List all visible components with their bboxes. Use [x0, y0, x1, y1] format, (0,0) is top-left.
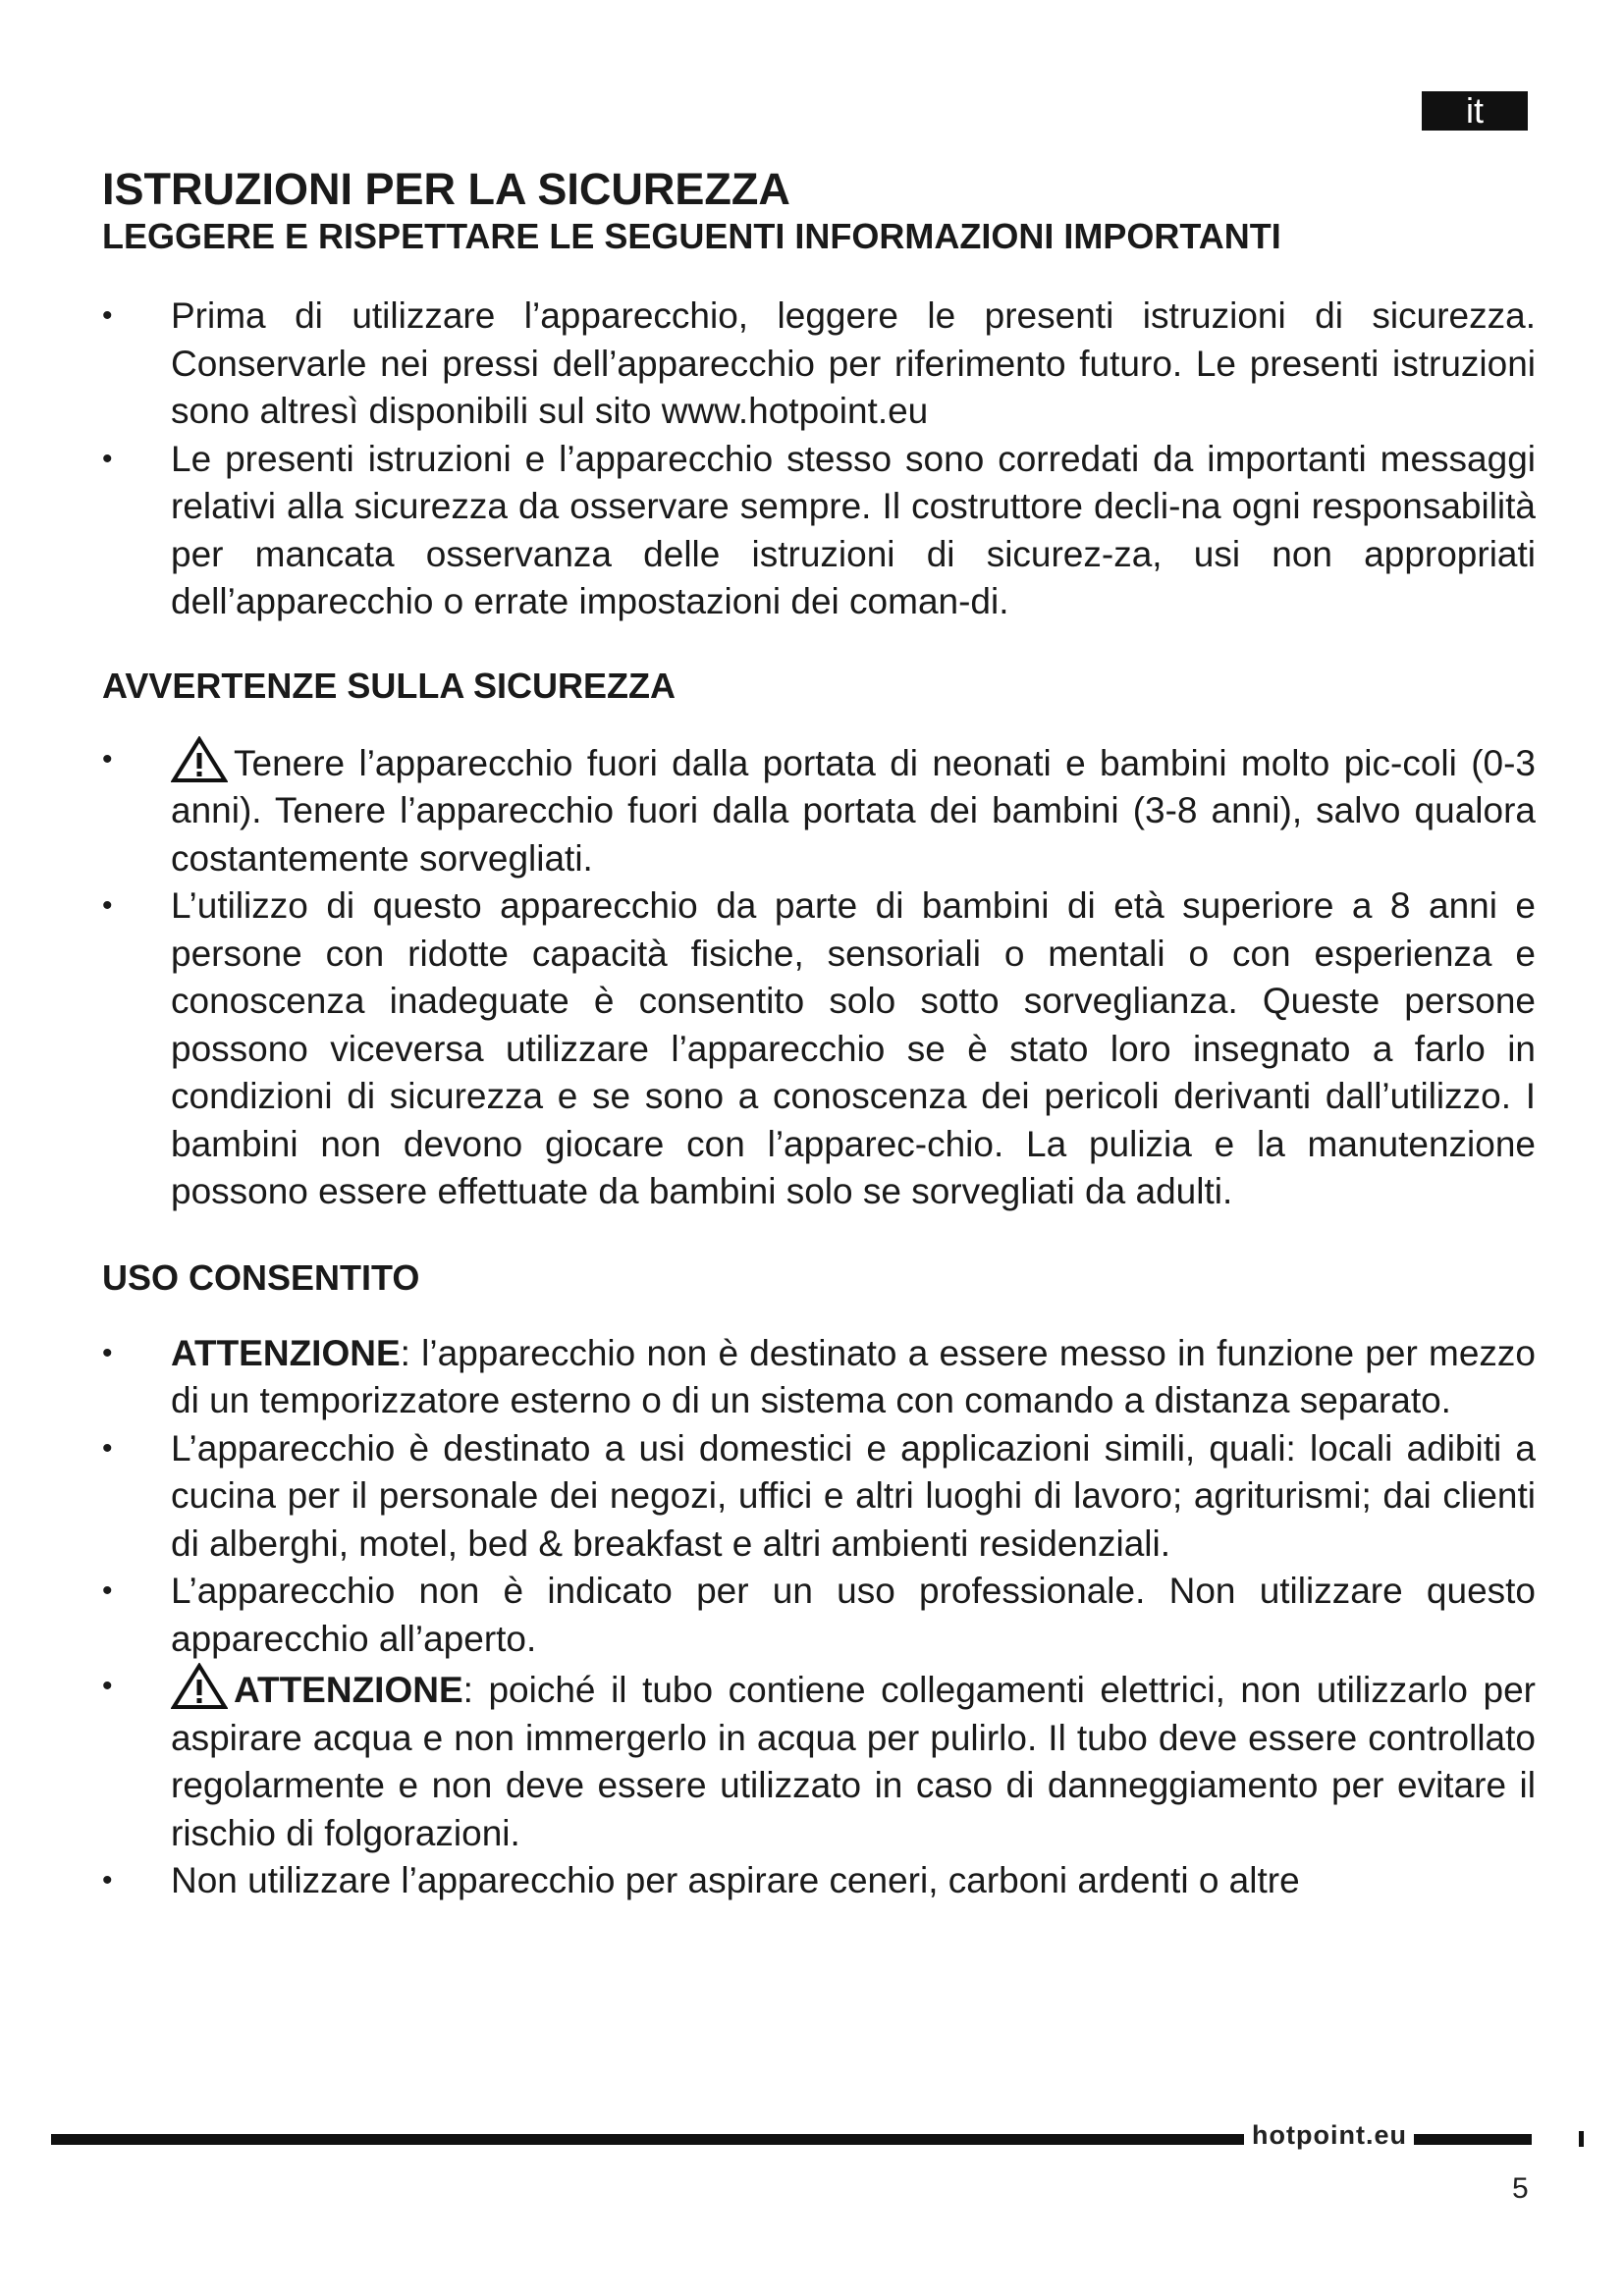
attention-label: ATTENZIONE	[171, 1332, 401, 1373]
intro-list	[102, 293, 1536, 626]
uso-item-5	[102, 1857, 1536, 1905]
uso-item-2	[102, 1425, 1536, 1569]
uso-heading: USO CONSENTITO	[102, 1256, 420, 1298]
warning-item-2-text: L’utilizzo di questo apparecchio da parte di bambini di età superiore a 8 anni e persone con ridotte capacità fisiche, sensoriali o mentali o con esperienza e conoscenza inadeguate è consentito solo sotto sorveglianza. Queste persone possono viceversa utilizzare l’apparecchio se è stato loro insegnato a farlo in condizioni di sicurezza e se sono a conoscenza dei pericoli derivanti dall’utilizzo. I bambini non devono giocare con l’apparec-chio. La pulizia e la manutenzione possono essere effettuate da bambini solo se sorvegliati da adulti.	[171, 885, 1536, 1211]
footer-tick	[1579, 2131, 1584, 2147]
attention-label: ATTENZIONE	[234, 1670, 463, 1710]
uso-item-1-text: : l’apparecchio non è destinato a essere messo in funzione per mezzo di un temporizzatore esterno o di un sistema con comando a distanza separato.	[171, 1332, 1536, 1420]
intro-item-1: • Prima di utilizzare l’apparecchio, leggere le presenti istruzioni di sicurezza. Conservarle nei pressi dell’apparecchio per riferimento futuro. Le presenti istruzioni sono altresì disponibili sul sito www.hotpoint.eu	[102, 293, 1536, 436]
warnings-heading: AVVERTENZE SULLA SICUREZZA	[102, 665, 677, 706]
uso-item-3	[102, 1568, 1536, 1663]
warning-item-2	[102, 882, 1536, 1216]
warning-triangle-icon	[171, 736, 228, 783]
warning-item-1-text: Tenere l’apparecchio fuori dalla portata di neonati e bambini molto pic-coli (0-3 anni). Tenere l’apparecchio fuori dalla portata dei bambini (3-8 anni), salvo qualora costantemente sorvegliati.	[171, 742, 1536, 879]
document-body	[102, 165, 1536, 1905]
warning-triangle-icon	[171, 1663, 228, 1710]
page-title: ISTRUZIONI PER LA SICUREZZA	[102, 164, 790, 214]
uso-item-4-text: : poiché il tubo contiene collegamenti elettrici, non utilizzarlo per aspirare acqua e non immergerlo in acqua per pulirlo. Il tubo deve essere controllato regolarmente e non deve essere utilizzato in caso di danneggiamento per evitare il rischio di folgorazioni.	[171, 1670, 1536, 1853]
uso-item-2-text: L’apparecchio è destinato a usi domestici e applicazioni simili, quali: locali adibiti a cucina per il personale dei negozi, uffici e altri luoghi di lavoro; agriturismi; dai clienti di alberghi, motel, bed & breakfast e altri ambienti residenziali.	[171, 1427, 1536, 1564]
language-badge: it	[1422, 91, 1528, 131]
footer-brand: hotpoint.eu	[1252, 2120, 1407, 2150]
uso-item-5-text: Non utilizzare l’apparecchio per aspirare ceneri, carboni ardenti o altre	[171, 1860, 1300, 1900]
uso-item-4	[102, 1663, 1536, 1857]
page-subtitle: LEGGERE E RISPETTARE LE SEGUENTI INFORMAZIONI IMPORTANTI	[102, 216, 1281, 256]
uso-item-1	[102, 1330, 1536, 1425]
uso-list	[102, 1330, 1536, 1905]
footer-rule-right	[1414, 2134, 1532, 2145]
warning-item-1	[102, 736, 1536, 883]
footer-rule	[51, 2134, 1244, 2145]
uso-item-3-text: L’apparecchio non è indicato per un uso professionale. Non utilizzare questo apparecchio all’aperto.	[171, 1571, 1536, 1659]
page-number: 5	[1512, 2172, 1529, 2205]
warnings-list	[102, 736, 1536, 1216]
intro-item-2: • Le presenti istruzioni e l’apparecchio stesso sono corredati da importanti messaggi relativi alla sicurezza da osservare sempre. Il costruttore decli-na ogni responsabilità per mancata osservanza delle istruzioni di sicurez-za, usi non appropriati dell’apparecchio o errate impostazioni dei coman-di.	[102, 436, 1536, 626]
